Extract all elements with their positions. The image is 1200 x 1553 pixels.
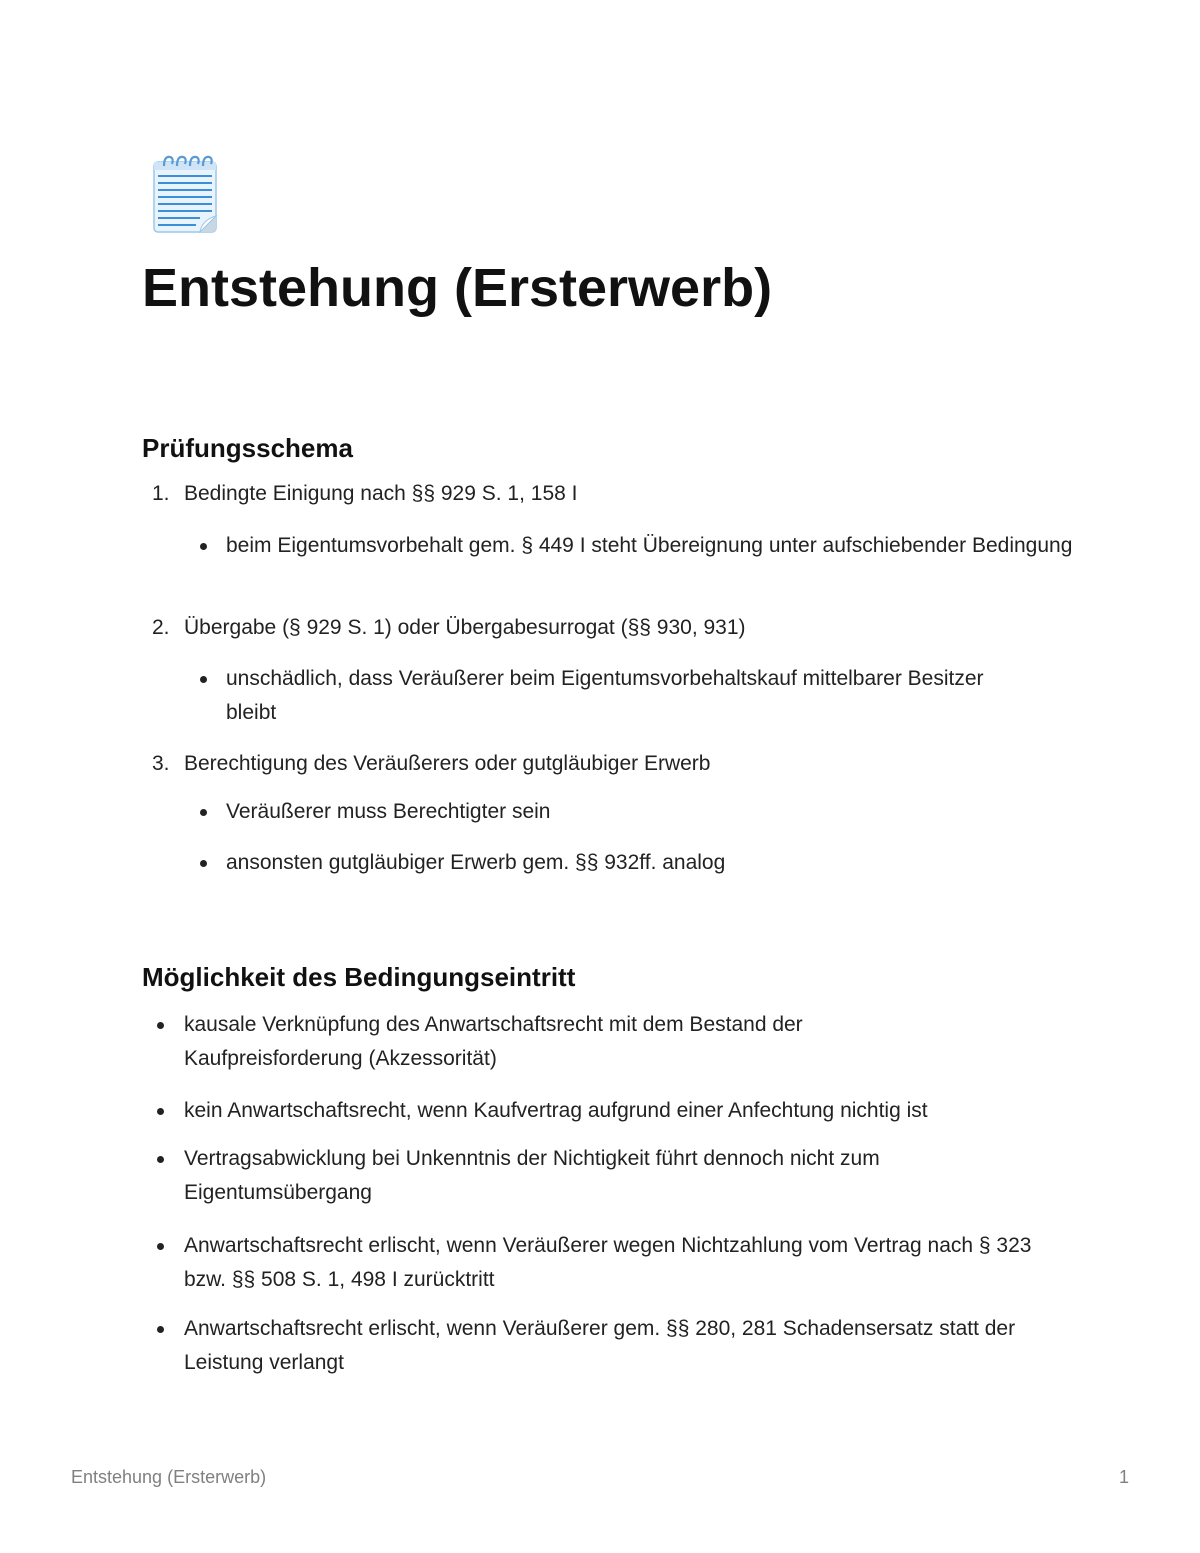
notepad-icon (150, 154, 220, 234)
list-number: 2. (152, 616, 170, 639)
list-number: 3. (152, 752, 170, 775)
bullet-icon (157, 1022, 164, 1029)
list-item: Berechtigung des Veräußerers oder gutgläubiger Erwerb (184, 752, 711, 775)
list-item: Bedingte Einigung nach §§ 929 S. 1, 158 I (184, 482, 578, 505)
bullet-icon (200, 809, 207, 816)
list-item: Anwartschaftsrecht erlischt, wenn Veräußerer wegen Nichtzahlung vom Vertrag nach § 323 bzw. §§ 508 S. 1, 498 I zurücktritt (184, 1234, 1032, 1291)
bullet-icon (157, 1326, 164, 1333)
bullet-icon (157, 1243, 164, 1250)
bullet-icon (157, 1156, 164, 1163)
list-item: Vertragsabwicklung bei Unkenntnis der Nichtigkeit führt dennoch nicht zum Eigentumsübergang (184, 1147, 880, 1204)
sub-list-item: ansonsten gutgläubiger Erwerb gem. §§ 932ff. analog (226, 851, 726, 874)
page-number: 1 (1118, 1467, 1129, 1487)
sub-list-item: Veräußerer muss Berechtigter sein (226, 800, 551, 823)
section-heading-pruefungsschema: Prüfungsschema (142, 433, 353, 463)
list-item: kausale Verknüpfung des Anwartschaftsrecht mit dem Bestand der Kaufpreisforderung (Akzessorität) (184, 1013, 803, 1070)
footer-title: Entstehung (Ersterwerb) (71, 1467, 267, 1487)
sub-list-item: beim Eigentumsvorbehalt gem. § 449 I steht Übereignung unter aufschiebender Bedingung (226, 534, 1073, 557)
bullet-icon (200, 676, 207, 683)
page-title: Entstehung (Ersterwerb) (142, 258, 773, 318)
sub-list-item: unschädlich, dass Veräußerer beim Eigentumsvorbehaltskauf mittelbarer Besitzer bleibt (226, 667, 984, 724)
list-number: 1. (152, 482, 170, 505)
list-item: Übergabe (§ 929 S. 1) oder Übergabesurrogat (§§ 930, 931) (184, 616, 746, 639)
bullet-icon (200, 860, 207, 867)
bullet-icon (157, 1108, 164, 1115)
bullet-icon (200, 543, 207, 550)
list-item: kein Anwartschaftsrecht, wenn Kaufvertrag aufgrund einer Anfechtung nichtig ist (184, 1099, 928, 1122)
list-item: Anwartschaftsrecht erlischt, wenn Veräußerer gem. §§ 280, 281 Schadensersatz statt der Leistung verlangt (184, 1317, 1016, 1374)
section-heading-moeglichkeit: Möglichkeit des Bedingungseintritt (142, 962, 576, 992)
